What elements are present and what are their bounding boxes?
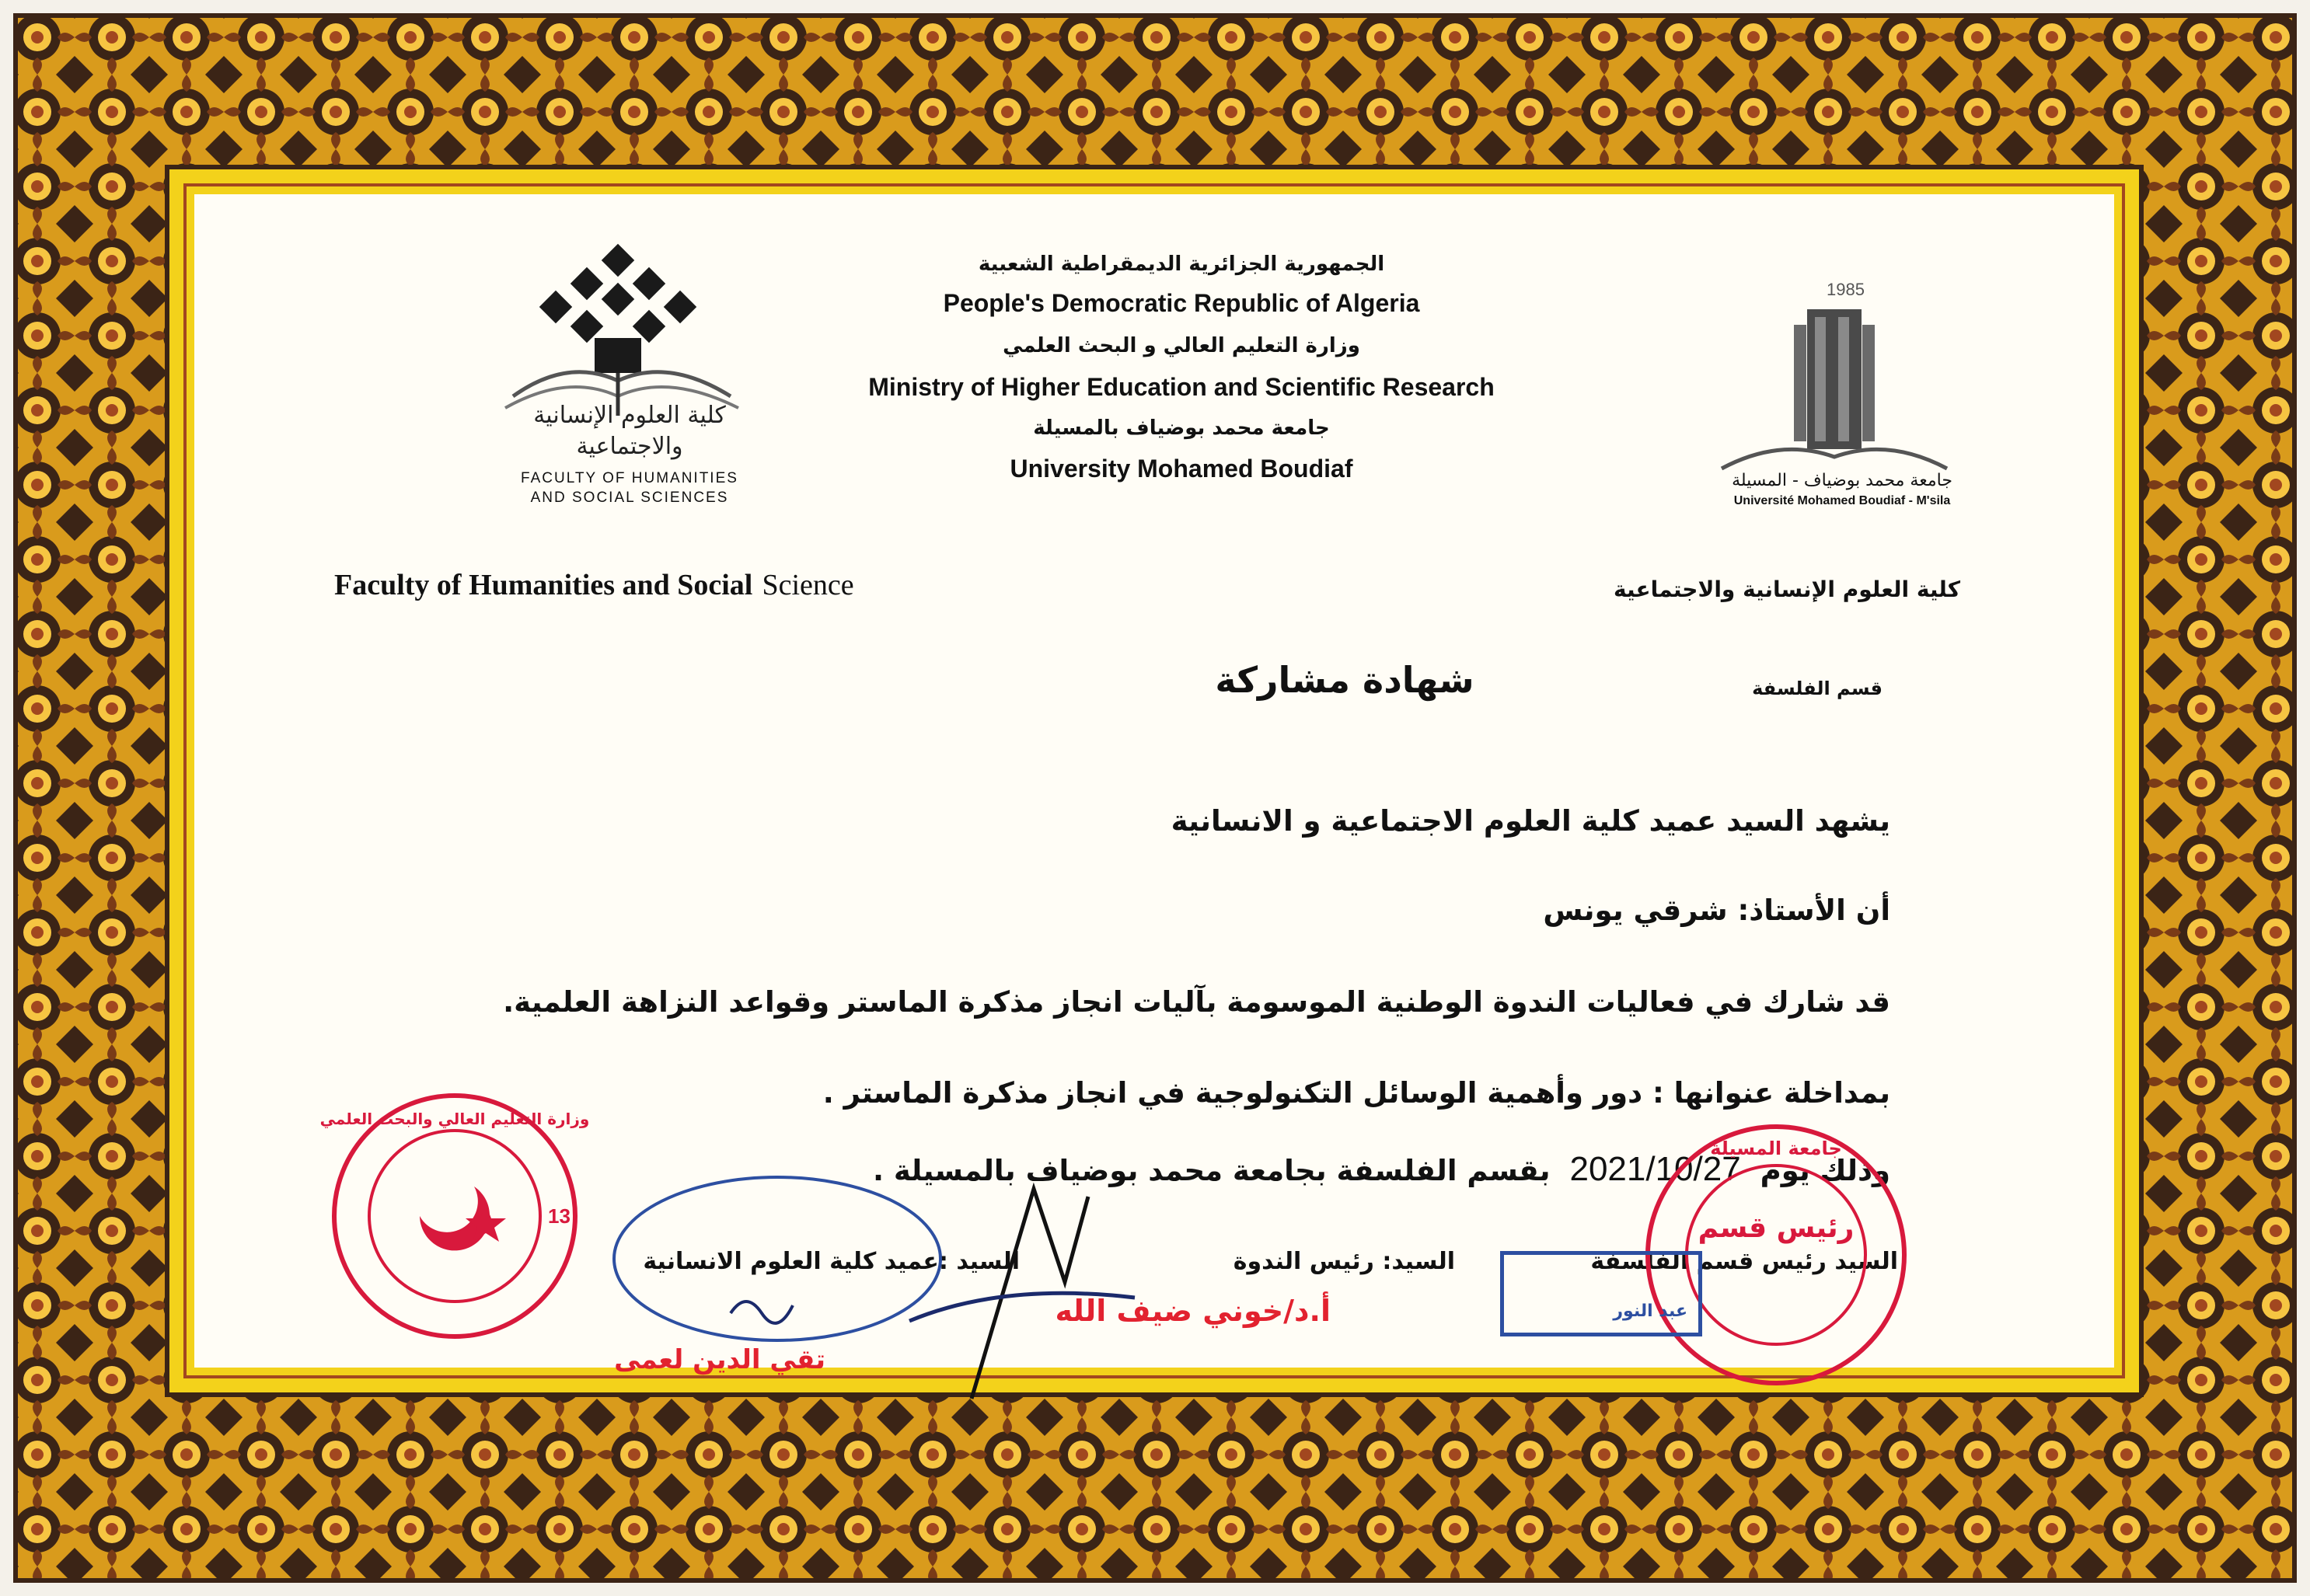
seminar-head-name: أ.د/خوني ضيف الله xyxy=(1055,1294,1331,1328)
certificate-title: شهادة مشاركة xyxy=(1215,659,1474,701)
republic-english: People's Democratic Republic of Algeria xyxy=(943,289,1420,317)
body-line-4: بمداخلة عنوانها : دور وأهمية الوسائل التكنولوجية في انجاز مذكرة الماستر . xyxy=(822,1076,1890,1110)
dean-signature-loop xyxy=(614,1177,940,1340)
university-english: University Mohamed Boudiaf xyxy=(1010,455,1353,483)
dean-signature xyxy=(731,1302,793,1323)
faculty-logo-arabic: كلية العلوم الإنسانية والاجتماعية xyxy=(533,402,726,460)
faculty-logo-english-2: AND SOCIAL SCIENCES xyxy=(530,490,729,506)
body-line-5-suffix: بقسم الفلسفة بجامعة محمد بوضياف بالمسيلة . xyxy=(872,1154,1551,1187)
ministry-stamp-text: وزارة التعليم العالي والبحث العلمي xyxy=(319,1110,590,1128)
body-line-2: أن الأستاذ: شرقي يونس xyxy=(1543,894,1890,927)
faculty-emblem-icon xyxy=(497,241,762,420)
body-line-1: يشهد السيد عميد كلية العلوم الاجتماعية و الانسانية xyxy=(1171,804,1890,838)
body-line-5-prefix: وذلك يوم xyxy=(1760,1154,1890,1187)
faculty-line-arabic: كلية العلوم الإنسانية والاجتماعية xyxy=(1614,577,1960,602)
event-date: 2021/10/27 xyxy=(1569,1150,1741,1188)
university-tower-icon xyxy=(1710,301,1998,480)
signatures-ink xyxy=(598,1166,1143,1414)
republic-arabic: الجمهورية الجزائرية الديمقراطية الشعبية xyxy=(978,253,1385,276)
ministry-stamp xyxy=(319,1088,590,1344)
university-logo-arabic: جامعة محمد بوضياف - المسيلة xyxy=(1732,471,1952,490)
dept-head-label: السيد رئيس قسم الفلسفة xyxy=(1590,1248,1898,1275)
blue-stamp-text: عبد النور xyxy=(1613,1302,1687,1321)
university-logo xyxy=(1710,280,1998,513)
blue-stamp xyxy=(1500,1251,1702,1336)
department-stamp-title: رئيس قسم xyxy=(1698,1212,1855,1244)
ministry-arabic: وزارة التعليم العالي و البحث العلمي xyxy=(1003,334,1360,357)
faculty-line-english-bold: Faculty of Humanities and Social xyxy=(334,569,753,601)
university-logo-year: 1985 xyxy=(1827,280,1865,299)
faculty-line-english-regular: Science xyxy=(762,569,854,601)
faculty-logo xyxy=(497,241,762,513)
department-label: قسم الفلسفة xyxy=(1752,678,1883,699)
dean-label: السيد :عميد كلية العلوم الانسانية xyxy=(643,1248,1020,1275)
university-arabic: جامعة محمد بوضياف بالمسيلة xyxy=(1033,416,1330,440)
body-line-3: قد شارك في فعاليات الندوة الوطنية الموسومة بآليات انجاز مذكرة الماستر وقواعد النزاهة العلمية. xyxy=(503,985,1890,1019)
seminar-head-label: السيد: رئيس الندوة xyxy=(1233,1248,1455,1275)
department-stamp-ring: جامعة المسيلة xyxy=(1710,1138,1842,1159)
university-logo-french: Université Mohamed Boudiaf - M'sila xyxy=(1733,494,1951,507)
faculty-line-english xyxy=(334,567,854,602)
ministry-stamp-number: 13 xyxy=(548,1204,571,1228)
ministry-english: Ministry of Higher Education and Scientific Research xyxy=(868,373,1495,401)
dean-name: تقي الدين لعمى xyxy=(614,1344,825,1375)
faculty-logo-english-1: FACULTY OF HUMANITIES xyxy=(521,470,738,486)
